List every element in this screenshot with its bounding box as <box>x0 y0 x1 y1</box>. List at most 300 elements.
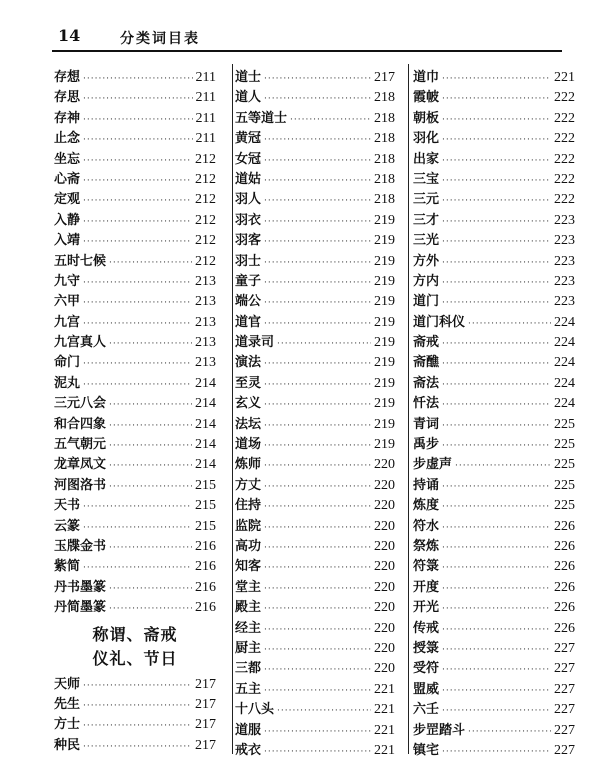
entry-page-number: 220 <box>374 518 395 534</box>
dot-leader <box>109 477 192 497</box>
dot-leader <box>83 232 192 252</box>
entry-page-number: 219 <box>374 212 395 228</box>
dot-leader <box>264 497 371 517</box>
dot-leader <box>264 599 371 619</box>
entry-page-number: 226 <box>554 579 575 595</box>
entry-page-number: 227 <box>554 661 575 677</box>
entry-term: 十八头 <box>235 702 275 718</box>
entry-term: 羽化 <box>413 131 440 147</box>
dot-leader <box>455 456 551 476</box>
dot-leader <box>83 354 192 374</box>
entry-page-number: 219 <box>374 416 395 432</box>
index-entry <box>235 496 395 516</box>
dot-leader <box>442 89 551 109</box>
entry-page-number: 212 <box>195 233 216 249</box>
index-entry <box>235 394 395 414</box>
dot-leader <box>442 273 551 293</box>
entry-page-number: 222 <box>554 192 575 208</box>
dot-leader <box>264 171 371 191</box>
entry-page-number: 213 <box>195 273 216 289</box>
entry-page-number: 221 <box>374 722 395 738</box>
dot-leader <box>442 375 551 395</box>
entry-term: 丹书墨篆 <box>54 579 107 595</box>
entry-term: 入静 <box>54 212 81 228</box>
dot-leader <box>109 538 192 558</box>
entry-page-number: 213 <box>195 355 216 371</box>
entry-term: 道士 <box>235 70 262 85</box>
entry-term: 道门科仪 <box>413 314 466 330</box>
entry-term: 坐忘 <box>54 151 81 167</box>
index-entry <box>54 333 216 353</box>
index-entry <box>54 394 216 414</box>
dot-leader <box>264 395 371 415</box>
index-entry <box>413 150 575 170</box>
entry-page-number: 216 <box>195 559 216 575</box>
entry-term: 存思 <box>54 90 81 106</box>
entry-term: 河图洛书 <box>54 477 107 493</box>
index-entry <box>235 476 395 496</box>
entry-page-number: 219 <box>374 294 395 310</box>
index-entry <box>413 455 575 475</box>
entry-term: 入靖 <box>54 233 81 249</box>
page-header <box>52 24 562 52</box>
dot-leader <box>83 273 192 293</box>
index-entry <box>413 211 575 231</box>
entry-term: 殿主 <box>235 600 262 616</box>
entry-term: 出家 <box>413 151 440 167</box>
index-entry <box>413 639 575 659</box>
entry-term: 厨主 <box>235 640 262 656</box>
entry-term: 羽客 <box>235 233 262 249</box>
index-entry <box>413 619 575 639</box>
index-entry <box>54 129 216 149</box>
entry-term: 女冠 <box>235 151 262 167</box>
entry-page-number: 226 <box>554 518 575 534</box>
entry-term: 紫简 <box>54 559 81 575</box>
index-entry <box>235 415 395 435</box>
entry-page-number: 214 <box>195 457 216 473</box>
entry-term: 方士 <box>54 717 81 733</box>
entry-term: 传戒 <box>413 620 440 636</box>
dot-leader <box>83 130 193 150</box>
dot-leader <box>442 660 551 680</box>
entry-term: 朝板 <box>413 110 440 126</box>
index-entry <box>54 557 216 577</box>
entry-term: 方内 <box>413 273 440 289</box>
entry-term: 玄义 <box>235 396 262 412</box>
entry-page-number: 214 <box>195 437 216 453</box>
entry-term: 高功 <box>235 538 262 554</box>
index-entry <box>54 736 216 756</box>
dot-leader <box>109 416 192 436</box>
entry-term: 戒衣 <box>235 742 262 758</box>
index-entry <box>54 374 216 394</box>
entry-term: 命门 <box>54 355 81 371</box>
entry-term: 知客 <box>235 559 262 575</box>
index-entry <box>413 231 575 251</box>
entry-term: 道场 <box>235 437 262 453</box>
index-entry <box>54 476 216 496</box>
index-entry <box>235 619 395 639</box>
index-entry <box>413 190 575 210</box>
index-entry <box>235 455 395 475</box>
entry-term: 法坛 <box>235 416 262 432</box>
dot-leader <box>264 130 371 150</box>
entry-page-number: 222 <box>554 110 575 126</box>
dot-leader <box>83 375 192 395</box>
dot-leader <box>442 130 551 150</box>
entry-page-number: 217 <box>374 70 395 85</box>
entry-term: 五等道士 <box>235 110 288 126</box>
entry-page-number: 220 <box>374 498 395 514</box>
entry-term: 道姑 <box>235 171 262 187</box>
entry-page-number: 220 <box>374 579 395 595</box>
dot-leader <box>442 110 551 130</box>
entry-term: 霞帔 <box>413 90 440 106</box>
index-column-3 <box>408 64 575 758</box>
entry-term: 祭炼 <box>413 538 440 554</box>
index-entry <box>235 170 395 190</box>
entry-page-number: 220 <box>374 559 395 575</box>
dot-leader <box>277 334 371 354</box>
entry-page-number: 224 <box>554 355 575 371</box>
index-entry <box>54 517 216 537</box>
entry-page-number: 220 <box>374 477 395 493</box>
dot-leader <box>264 89 371 109</box>
index-entry <box>235 109 395 129</box>
dot-leader <box>264 436 371 456</box>
entry-term: 禹步 <box>413 437 440 453</box>
entry-page-number: 212 <box>195 171 216 187</box>
dot-leader <box>442 538 551 558</box>
dot-leader <box>264 620 371 640</box>
entry-page-number: 211 <box>195 131 216 147</box>
entry-page-number: 221 <box>554 70 575 85</box>
dot-leader <box>83 737 192 757</box>
entry-page-number: 218 <box>374 192 395 208</box>
entry-page-number: 218 <box>374 171 395 187</box>
dot-leader <box>442 701 551 721</box>
entry-page-number: 223 <box>554 273 575 289</box>
entry-page-number: 212 <box>195 212 216 228</box>
index-entry <box>413 598 575 618</box>
entry-term: 龙章凤文 <box>54 457 107 473</box>
index-entry <box>413 435 575 455</box>
index-entry <box>54 150 216 170</box>
index-column-1 <box>54 68 216 756</box>
dot-leader <box>290 110 371 130</box>
index-entry <box>54 272 216 292</box>
dot-leader <box>83 69 193 89</box>
dot-leader <box>442 436 551 456</box>
dot-leader <box>83 110 193 130</box>
dot-leader <box>264 293 371 313</box>
entry-term: 存想 <box>54 70 81 85</box>
entry-term: 羽士 <box>235 253 262 269</box>
entry-term: 三元 <box>413 192 440 208</box>
dot-leader <box>264 69 371 89</box>
index-entry <box>413 659 575 679</box>
dot-leader <box>109 253 192 273</box>
dot-leader <box>264 456 371 476</box>
dot-leader <box>264 191 371 211</box>
dot-leader <box>264 375 371 395</box>
entry-page-number: 219 <box>374 437 395 453</box>
dot-leader <box>442 191 551 211</box>
entry-term: 止念 <box>54 131 81 147</box>
entry-page-number: 215 <box>195 477 216 493</box>
entry-page-number: 211 <box>195 90 216 106</box>
index-entry <box>235 129 395 149</box>
dot-leader <box>83 151 192 171</box>
index-entry <box>235 68 395 88</box>
entry-term: 演法 <box>235 355 262 371</box>
dot-leader <box>83 696 192 716</box>
entry-page-number: 216 <box>195 600 216 616</box>
entry-page-number: 221 <box>374 681 395 697</box>
entry-page-number: 222 <box>554 90 575 106</box>
dot-leader <box>109 395 192 415</box>
entry-page-number: 224 <box>554 335 575 351</box>
dot-leader <box>264 212 371 232</box>
index-entry <box>235 231 395 251</box>
entry-page-number: 219 <box>374 335 395 351</box>
entry-term: 盟威 <box>413 681 440 697</box>
entry-page-number: 227 <box>554 681 575 697</box>
entry-page-number: 215 <box>195 518 216 534</box>
index-entry <box>54 170 216 190</box>
index-entry <box>54 68 216 88</box>
entry-page-number: 221 <box>374 702 395 718</box>
dot-leader <box>442 518 551 538</box>
entry-page-number: 218 <box>374 151 395 167</box>
entry-term: 五时七候 <box>54 253 107 269</box>
dot-leader <box>468 314 551 334</box>
entry-page-number: 220 <box>374 457 395 473</box>
entry-term: 斋戒 <box>413 335 440 351</box>
index-entry <box>413 741 575 761</box>
entry-term: 斋法 <box>413 375 440 391</box>
entry-term: 受符 <box>413 661 440 677</box>
entry-page-number: 220 <box>374 620 395 636</box>
entry-page-number: 216 <box>195 579 216 595</box>
index-entry <box>54 715 216 735</box>
dot-leader <box>83 89 193 109</box>
running-title: 分类词目表 <box>120 31 200 47</box>
index-entry <box>54 435 216 455</box>
index-list-1b <box>54 675 216 757</box>
index-entry <box>413 476 575 496</box>
entry-page-number: 226 <box>554 538 575 554</box>
dot-leader <box>442 477 551 497</box>
index-entry <box>413 537 575 557</box>
dot-leader <box>442 151 551 171</box>
entry-term: 道人 <box>235 90 262 106</box>
index-entry <box>235 517 395 537</box>
entry-page-number: 225 <box>554 437 575 453</box>
entry-page-number: 218 <box>374 110 395 126</box>
dot-leader <box>83 314 192 334</box>
entry-term: 三才 <box>413 212 440 228</box>
index-entry <box>54 415 216 435</box>
dot-leader <box>264 640 371 660</box>
index-entry <box>413 680 575 700</box>
index-entry <box>235 374 395 394</box>
dot-leader <box>264 477 371 497</box>
index-entry <box>235 557 395 577</box>
dot-leader <box>264 273 371 293</box>
entry-page-number: 225 <box>554 498 575 514</box>
entry-page-number: 218 <box>374 131 395 147</box>
index-entry <box>235 721 395 741</box>
index-entry <box>54 109 216 129</box>
entry-page-number: 227 <box>554 702 575 718</box>
index-entry <box>413 272 575 292</box>
entry-page-number: 226 <box>554 600 575 616</box>
entry-term: 斋醮 <box>413 355 440 371</box>
entry-term: 授箓 <box>413 640 440 656</box>
entry-term: 三宝 <box>413 171 440 187</box>
dot-leader <box>442 232 551 252</box>
entry-term: 持诵 <box>413 477 440 493</box>
entry-term: 丹简墨篆 <box>54 600 107 616</box>
dot-leader <box>264 354 371 374</box>
entry-page-number: 223 <box>554 233 575 249</box>
dot-leader <box>442 212 551 232</box>
index-entry <box>413 557 575 577</box>
index-entry <box>413 129 575 149</box>
entry-term: 羽人 <box>235 192 262 208</box>
entry-page-number: 218 <box>374 90 395 106</box>
entry-page-number: 225 <box>554 477 575 493</box>
dot-leader <box>83 518 192 538</box>
index-entry <box>235 353 395 373</box>
entry-page-number: 213 <box>195 314 216 330</box>
index-list-3 <box>413 68 575 761</box>
entry-term: 炼师 <box>235 457 262 473</box>
index-entry <box>413 394 575 414</box>
index-entry <box>54 695 216 715</box>
dot-leader <box>264 518 371 538</box>
index-entry <box>413 353 575 373</box>
entry-page-number: 227 <box>554 640 575 656</box>
entry-term: 符水 <box>413 518 440 534</box>
dot-leader <box>264 232 371 252</box>
entry-page-number: 217 <box>195 676 216 692</box>
entry-term: 五主 <box>235 681 262 697</box>
entry-term: 九守 <box>54 273 81 289</box>
entry-page-number: 219 <box>374 396 395 412</box>
index-entry <box>413 252 575 272</box>
entry-term: 青词 <box>413 416 440 432</box>
index-entry <box>235 680 395 700</box>
dot-leader <box>442 293 551 313</box>
index-entry <box>235 598 395 618</box>
entry-page-number: 214 <box>195 396 216 412</box>
entry-term: 道录司 <box>235 335 275 351</box>
dot-leader <box>442 681 551 701</box>
entry-term: 道官 <box>235 314 262 330</box>
entry-term: 先生 <box>54 696 81 712</box>
entry-term: 存神 <box>54 110 81 126</box>
entry-page-number: 212 <box>195 151 216 167</box>
entry-term: 端公 <box>235 294 262 310</box>
entry-term: 泥丸 <box>54 375 81 391</box>
entry-term: 方外 <box>413 253 440 269</box>
index-entry <box>413 700 575 720</box>
index-entry <box>235 211 395 231</box>
entry-term: 六壬 <box>413 702 440 718</box>
page-number: 14 <box>58 26 81 45</box>
entry-page-number: 226 <box>554 559 575 575</box>
index-entry <box>413 68 575 88</box>
entry-page-number: 219 <box>374 273 395 289</box>
entry-term: 定观 <box>54 192 81 208</box>
entry-term: 监院 <box>235 518 262 534</box>
entry-term: 六甲 <box>54 294 81 310</box>
dot-leader <box>83 191 192 211</box>
entry-term: 镇宅 <box>413 742 440 758</box>
entry-term: 九宫 <box>54 314 81 330</box>
entry-page-number: 213 <box>195 294 216 310</box>
dot-leader <box>468 722 551 742</box>
entry-page-number: 216 <box>195 538 216 554</box>
index-entry <box>235 741 395 761</box>
index-entry <box>235 639 395 659</box>
entry-page-number: 222 <box>554 131 575 147</box>
index-entry <box>413 88 575 108</box>
entry-page-number: 219 <box>374 375 395 391</box>
entry-page-number: 224 <box>554 314 575 330</box>
index-entry <box>54 455 216 475</box>
entry-term: 堂主 <box>235 579 262 595</box>
entry-page-number: 217 <box>195 717 216 733</box>
entry-page-number: 220 <box>374 661 395 677</box>
entry-page-number: 225 <box>554 416 575 432</box>
index-entry <box>54 537 216 557</box>
entry-page-number: 214 <box>195 375 216 391</box>
entry-term: 忏法 <box>413 396 440 412</box>
dot-leader <box>83 293 192 313</box>
index-entry <box>235 252 395 272</box>
entry-term: 至灵 <box>235 375 262 391</box>
dot-leader <box>83 558 192 578</box>
index-entry <box>54 313 216 333</box>
dot-leader <box>264 416 371 436</box>
section-heading-line-1: 称谓、斋戒 <box>92 624 178 644</box>
index-list-2 <box>235 68 395 761</box>
entry-term: 经主 <box>235 620 262 636</box>
entry-term: 心斋 <box>54 171 81 187</box>
index-entry <box>235 578 395 598</box>
entry-term: 步罡踏斗 <box>413 722 466 738</box>
entry-term: 云篆 <box>54 518 81 534</box>
entry-page-number: 220 <box>374 600 395 616</box>
entry-term: 道巾 <box>413 70 440 85</box>
entry-term: 开度 <box>413 579 440 595</box>
dot-leader <box>264 681 371 701</box>
entry-term: 炼度 <box>413 498 440 514</box>
dot-leader <box>442 579 551 599</box>
entry-page-number: 221 <box>374 742 395 758</box>
dot-leader <box>442 742 551 762</box>
index-entry <box>413 721 575 741</box>
index-entry <box>235 313 395 333</box>
entry-page-number: 227 <box>554 742 575 758</box>
entry-term: 黄冠 <box>235 131 262 147</box>
dot-leader <box>264 538 371 558</box>
dot-leader <box>109 599 192 619</box>
